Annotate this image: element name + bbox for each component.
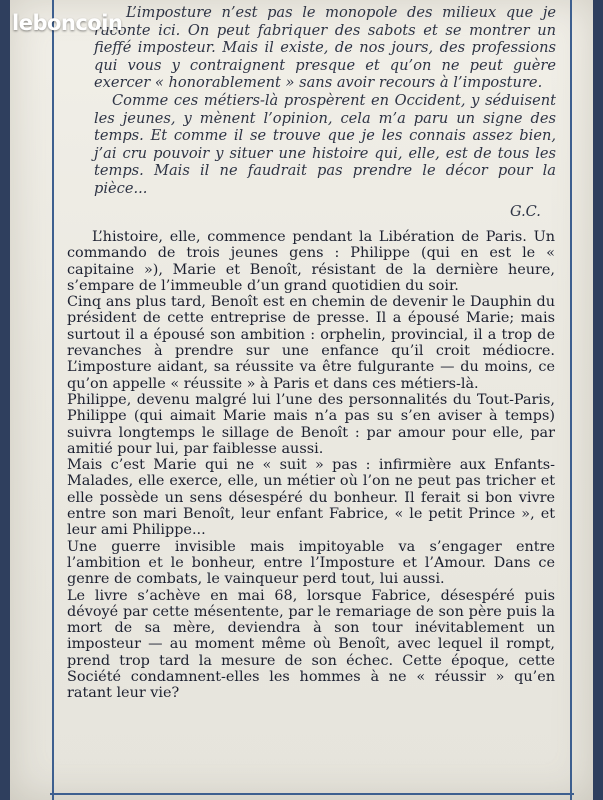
preface <box>94 4 556 198</box>
synopsis-paragraph-5: Une guerre invisible mais impitoyable va s’engager entre l’ambition et le bonheur, entre l’Imposture et l’Amour. Dans ce genre de combats, le vainqueur perd tout, lui aussi. <box>67 538 555 588</box>
leboncoin-watermark: leboncoin <box>12 11 123 35</box>
frame-border-bottom <box>50 793 574 795</box>
synopsis-paragraph-6: Le livre s’achève en mai 68, lorsque Fabrice, désespéré puis dévoyé par cette mésentente, par le remariage de son père puis la mort de sa mère, deviendra à son tour inévitablement un imposteur — au moment même où Benoît, avec lequel il rompt, prend trop tard la mesure de son échec. Cette époque, cette Société condamnent-elles les hommes à ne « réussir » qu’en ratant leur vie? <box>67 587 555 702</box>
synopsis <box>67 229 555 702</box>
preface-paragraph-1: L’imposture n’est pas le monopole des milieux que je raconte ici. On peut fabriquer des sabots et se montrer un fieffé imposteur. Mais il existe, de nos jours, des professions qui vous y contraignent presque et qu’on ne peut guère exercer « honorablement » sans avoir recours à l’imposture. <box>94 4 556 92</box>
book-back-cover <box>10 0 593 800</box>
synopsis-paragraph-4: Mais c’est Marie qui ne « suit » pas : infirmière aux Enfants-Malades, elle exerce, elle, un métier où l’on ne peut pas tricher et elle possède un sens désespéré du bonheur. Il ferait si bon vivre entre son mari Benoît, leur enfant Fabrice, « le petit Prince », et leur ami Philippe... <box>67 457 555 539</box>
preface-signature: G.C. <box>510 204 541 220</box>
synopsis-paragraph-1: L’histoire, elle, commence pendant la Libération de Paris. Un commando de trois jeunes gens : Philippe (qui en est le « capitaine »), Marie et Benoît, résistant de la dernière heure, s’empare de l’immeuble d’un grand quotidien du soir. <box>67 229 555 294</box>
frame-border-right <box>570 0 572 800</box>
synopsis-paragraph-3: Philippe, devenu malgré lui l’une des personnalités du Tout-Paris, Philippe (qui aimait Marie mais n’a pas su s’en aviser à temps) suivra longtemps le sillage de Benoît : par amour pour elle, par amitié pour lui, par faiblesse aussi. <box>67 391 555 457</box>
synopsis-paragraph-2: Cinq ans plus tard, Benoît est en chemin de devenir le Dauphin du président de cette entreprise de presse. Il a épousé Marie; mais surtout il a épousé son ambition : orphelin, provincial, il a trop de revanches à prendre sur une enfance qu’il croit médiocre. L’imposture aidant, sa réussite va être fulgurante — du moins, ce qu’on appelle « réussite » à Paris et dans ces métiers-là. <box>67 294 555 392</box>
frame-border-left <box>52 0 54 800</box>
preface-paragraph-2: Comme ces métiers-là prospèrent en Occident, y séduisent les jeunes, y mènent l’opinion, cela m’a paru un signe des temps. Et comme il se trouve que je les connais assez bien, j’ai cru pouvoir y situer une histoire qui, elle, est de tous les temps. Mais il ne faudrait pas prendre le décor pour la pièce... <box>94 91 556 197</box>
